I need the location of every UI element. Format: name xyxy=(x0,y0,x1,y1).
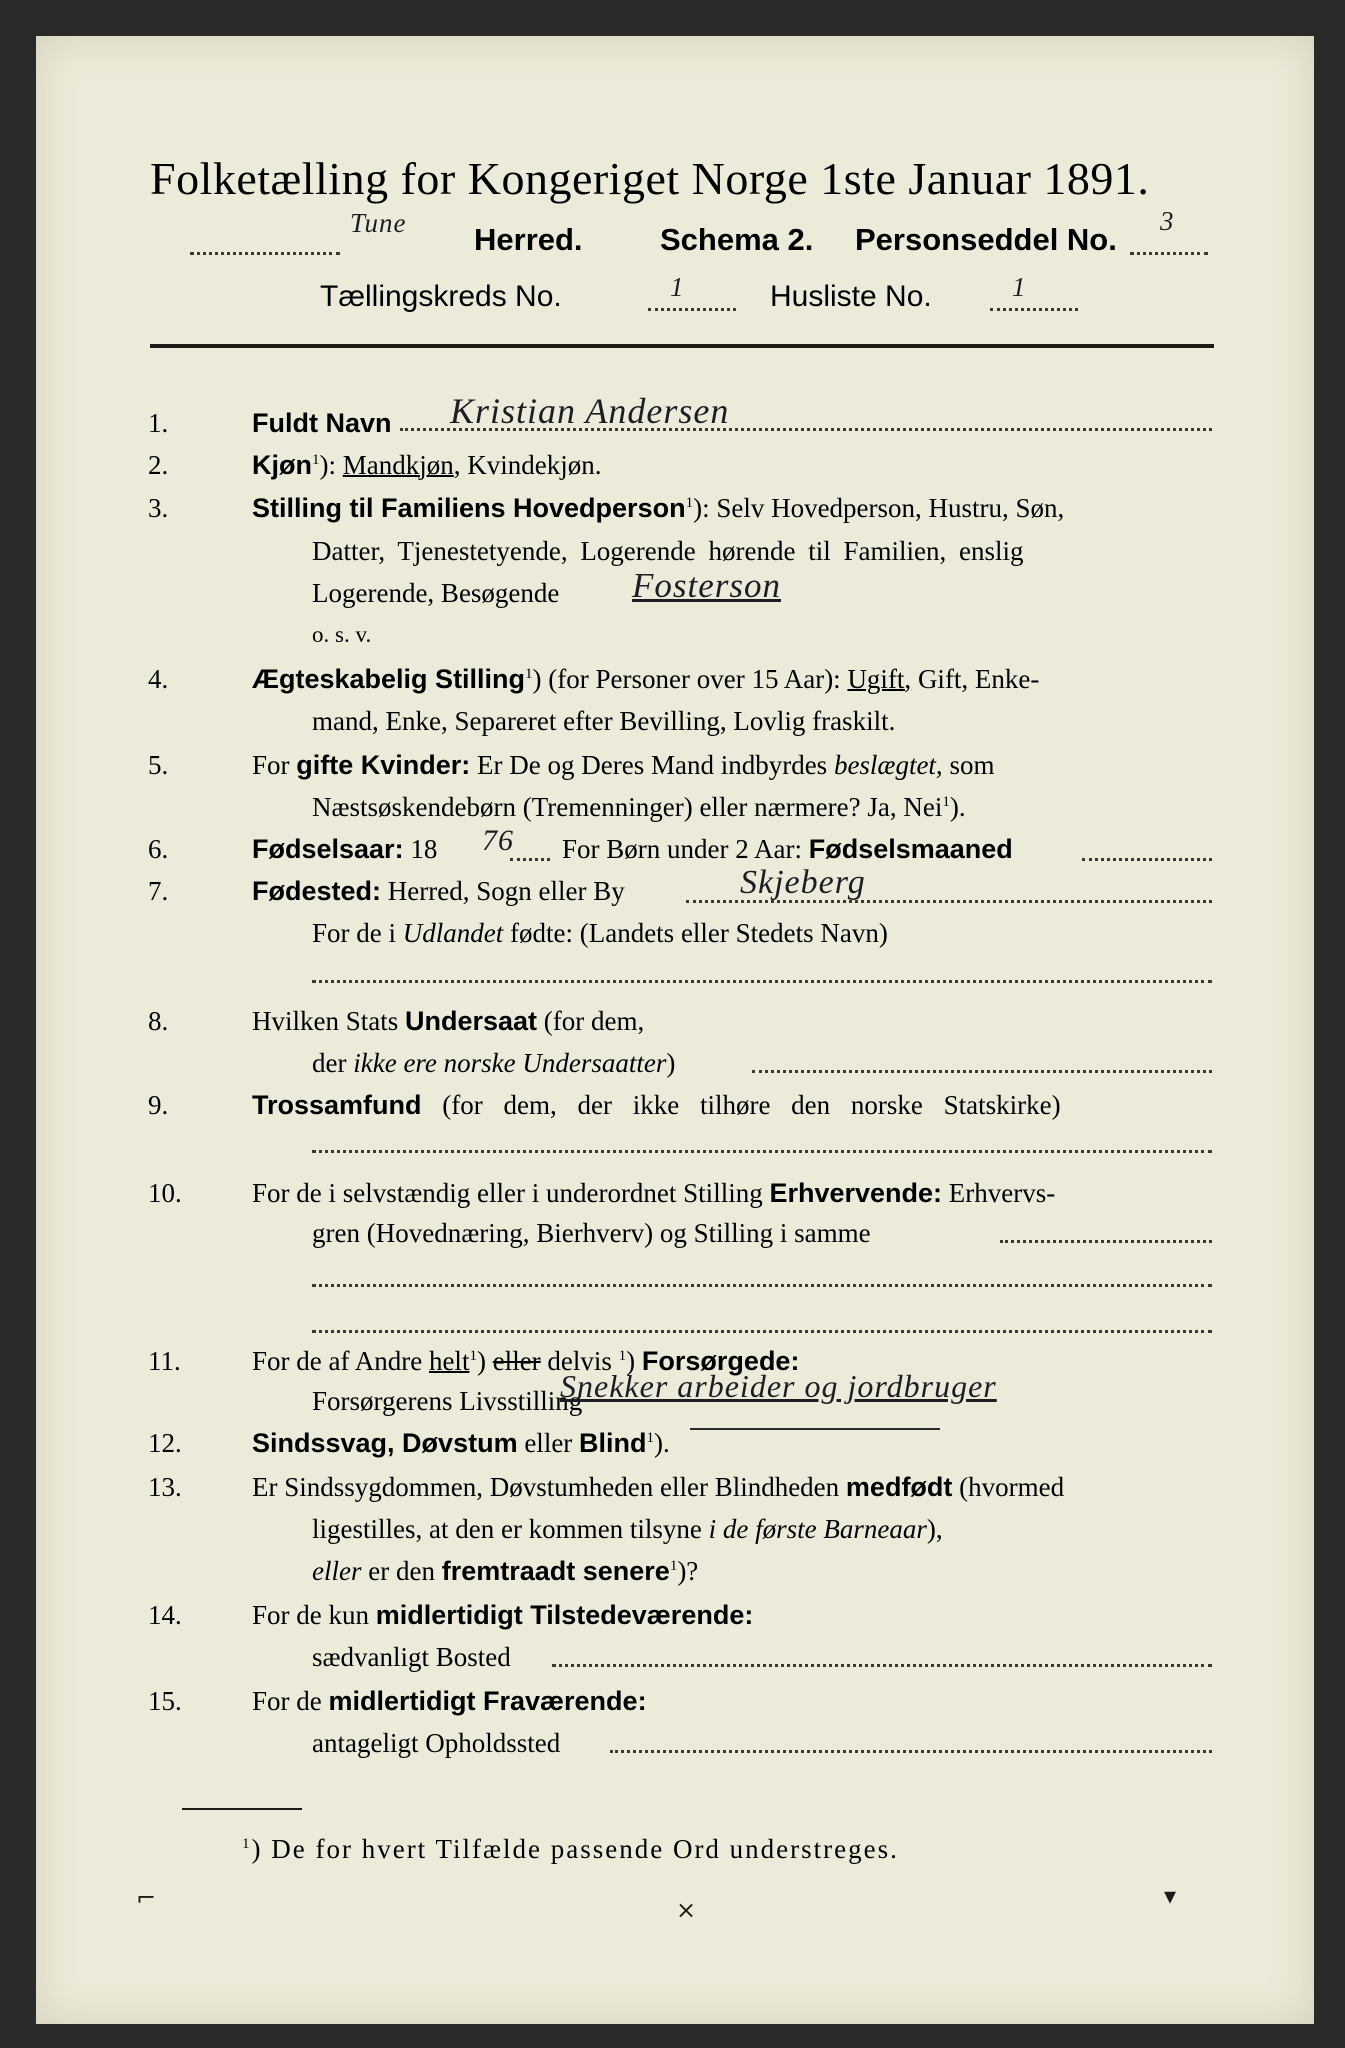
q8-line2-ital: ikke ere norske Undersaatter xyxy=(353,1048,667,1078)
q11-sup-1: 1 xyxy=(469,1348,477,1364)
q5-line2-text: Næstsøskendebørn (Tremenninger) eller nærmere? Ja, Nei xyxy=(312,792,943,822)
q15-label: midlertidigt Fraværende: xyxy=(328,1686,647,1716)
q6-answer: 76 xyxy=(482,824,514,857)
q9-dotted-line xyxy=(312,1150,1212,1153)
q13-label: medfødt xyxy=(845,1472,953,1502)
q7-abroad-dotted-line xyxy=(312,980,1212,983)
q7-line2-a: For de i xyxy=(312,918,403,948)
q6-label: Fødselsaar: xyxy=(252,834,404,864)
q1-answer: Kristian Andersen xyxy=(450,391,730,431)
q13-text-b: (hvormed xyxy=(952,1472,1065,1502)
q13-line3-b: )? xyxy=(677,1556,699,1586)
q7-line2 xyxy=(312,918,888,949)
q13-text-a: Er Sindssygdommen, Døvstumheden eller Blindheden xyxy=(252,1472,846,1502)
personseddel-label: Personseddel No. xyxy=(855,222,1117,257)
q10-dotted-line-1 xyxy=(1000,1240,1212,1243)
q5-label: gifte Kvinder: xyxy=(296,750,471,780)
q3-line4: o. s. v. xyxy=(312,622,372,647)
q5-line2-end: ). xyxy=(949,792,966,822)
q6-prefix: 18 xyxy=(403,834,438,864)
husliste-label: Husliste No. xyxy=(770,280,932,313)
q13-number: 13. xyxy=(148,1472,182,1502)
q11-text-a: For de af Andre xyxy=(252,1346,429,1376)
q7-dotted-line xyxy=(686,900,1212,903)
q6-label2: Fødselsmaaned xyxy=(808,834,1013,864)
herred-dotted-line xyxy=(190,252,340,255)
q6-text: For Børn under 2 Aar: xyxy=(562,834,809,864)
q3-line2: Datter, Tjenestetyende, Logerende hørende til Familien, enslig xyxy=(312,536,1024,566)
q3-line3: Logerende, Besøgende xyxy=(312,578,560,608)
q6-line-b xyxy=(562,834,1013,865)
herred-value: Tune xyxy=(350,208,407,238)
q13-line3 xyxy=(312,1556,698,1587)
q11-line1: For de af Andre helt$^1$) eller delvis $^1$) Forsørgede: xyxy=(252,1346,800,1376)
q13-line2-ital: i de første Barneaar xyxy=(708,1514,927,1544)
q15-line2: antageligt Opholdssted xyxy=(312,1728,561,1758)
q8-text-b: (for dem, xyxy=(537,1006,645,1036)
kreds-dotted-line xyxy=(648,308,736,311)
herred-label: Herred. xyxy=(474,222,583,257)
q6-number: 6. xyxy=(148,834,169,864)
q3-line1-text: ): Selv Hovedperson, Hustru, Søn, xyxy=(693,493,1065,523)
q5-text-b: Er De og Deres Mand indbyrdes xyxy=(470,750,834,780)
q6-line xyxy=(252,834,437,865)
q1-dotted-line xyxy=(400,428,1212,431)
q15-text-a: For de xyxy=(252,1686,329,1716)
q2-sup: 1 xyxy=(312,452,320,468)
q10-text-a: For de i selvstændig eller i underordnet Stilling xyxy=(252,1178,770,1208)
q5-line2 xyxy=(312,792,966,823)
form-title: Folketælling for Kongeriget Norge 1ste Januar 1891. xyxy=(150,153,1150,204)
q10-label: Erhvervende: xyxy=(769,1178,943,1208)
q5-number: 5. xyxy=(148,750,169,780)
q3-answer: Fosterson xyxy=(632,566,781,605)
q4-line2: mand, Enke, Separeret efter Bevilling, Lovlig fraskilt. xyxy=(312,706,896,736)
q9-line xyxy=(252,1090,1061,1121)
footnote-rule xyxy=(182,1808,302,1810)
q10-dotted-line-3 xyxy=(312,1330,1212,1333)
personseddel-value: 3 xyxy=(1160,206,1175,236)
q5-text-c: som xyxy=(942,750,995,780)
q1-number: 1. xyxy=(148,408,169,438)
q14-line1 xyxy=(252,1600,753,1631)
q7-answer: Skjeberg xyxy=(740,864,866,901)
q5-sup: 1 xyxy=(942,794,950,810)
q11-number: 11. xyxy=(148,1346,181,1376)
husliste-value: 1 xyxy=(1012,272,1027,302)
q15-number: 15. xyxy=(148,1686,182,1716)
q6-month-dotted-line xyxy=(1082,858,1212,861)
q3-number: 3. xyxy=(148,493,169,523)
q3-label: Stilling til Familiens Hovedperson xyxy=(252,493,686,523)
binding-mark-left: ⌐ xyxy=(136,1884,157,1912)
q12-number: 12. xyxy=(148,1428,182,1458)
q13-line3-a: er den xyxy=(361,1556,442,1586)
q10-number: 10. xyxy=(148,1178,182,1208)
q4-line1 xyxy=(252,664,1039,695)
q8-line1 xyxy=(252,1006,644,1037)
q10-line2: gren (Hovednæring, Bierhverv) og Stilling i samme xyxy=(312,1218,871,1248)
footnote-sup: 1 xyxy=(242,1836,252,1852)
q11-label: Forsørgede: xyxy=(641,1346,800,1376)
q1-label: Fuldt Navn xyxy=(252,408,392,438)
binding-mark-right: ▾ xyxy=(1164,1882,1177,1910)
q10-line1 xyxy=(252,1178,1055,1209)
q8-label: Undersaat xyxy=(405,1006,538,1036)
q8-dotted-line xyxy=(752,1070,1212,1073)
q10-dotted-line-2 xyxy=(312,1284,1212,1287)
q8-text-a: Hvilken Stats xyxy=(252,1006,405,1036)
q5-line1 xyxy=(252,750,994,781)
q2-text xyxy=(252,450,602,481)
schema-label: Schema 2. xyxy=(660,222,814,257)
q13-line2 xyxy=(312,1514,943,1545)
q7-text: Herred, Sogn eller By xyxy=(381,876,625,906)
q13-sup: 1 xyxy=(669,1558,678,1574)
q12-line xyxy=(252,1428,670,1459)
q4-text-a: ) (for Personer over 15 Aar): xyxy=(532,664,848,694)
q14-line2: sædvanligt Bosted xyxy=(312,1642,511,1672)
footnote xyxy=(242,1834,899,1865)
q2-label: Kjøn xyxy=(252,450,312,480)
kreds-value: 1 xyxy=(670,272,685,302)
kreds-label: Tællingskreds No. xyxy=(320,280,562,313)
q3-sup: 1 xyxy=(685,495,694,511)
q13-line3-ital: eller xyxy=(312,1556,362,1586)
q11-delvis: delvis xyxy=(540,1346,619,1376)
q2-text-b: , Kvindekjøn. xyxy=(453,450,602,480)
q4-option: Ugift, xyxy=(847,664,912,694)
binding-mark-center: ⨯ xyxy=(676,1896,697,1924)
q7-number: 7. xyxy=(148,876,169,906)
q4-number: 4. xyxy=(148,664,169,694)
q2-option-a: Mandkjøn xyxy=(342,450,454,480)
q10-text-b: Erhvervs- xyxy=(942,1178,1056,1208)
q4-sup: 1 xyxy=(525,666,533,682)
q14-number: 14. xyxy=(148,1600,182,1630)
q9-text: (for dem, der ikke tilhøre den norske Statskirke) xyxy=(421,1090,1061,1120)
husliste-dotted-line xyxy=(990,308,1078,311)
q13-line3-label: fremtraadt senere xyxy=(441,1556,670,1586)
q2-text-a: ): xyxy=(319,450,343,480)
q12-label: Sindssvag, Døvstum xyxy=(252,1428,518,1458)
q8-line2 xyxy=(312,1048,675,1079)
q5-text-a: For xyxy=(252,750,297,780)
q7-line1 xyxy=(252,876,625,907)
q12-stroke xyxy=(690,1428,940,1430)
q11-answer: Snekker arbeider og jordbruger xyxy=(560,1368,997,1404)
q7-line2-b: fødte: (Landets eller Stedets Navn) xyxy=(503,918,888,948)
q14-dotted-line xyxy=(552,1664,1212,1667)
q5-italic: beslægtet, xyxy=(833,750,943,780)
q14-label: midlertidigt Tilstedeværende: xyxy=(375,1600,754,1630)
q2-number: 2. xyxy=(148,450,169,480)
q9-label: Trossamfund xyxy=(252,1090,422,1120)
q12-text: eller xyxy=(517,1428,580,1458)
q8-line2-b: ) xyxy=(666,1048,676,1078)
q13-line2-a: ligestilles, at den er kommen tilsyne xyxy=(312,1514,709,1544)
q4-label: Ægteskabelig Stilling xyxy=(252,664,526,694)
footnote-text: ) De for hvert Tilfælde passende Ord understreges. xyxy=(251,1834,899,1864)
q8-line2-a: der xyxy=(312,1048,354,1078)
q15-dotted-line xyxy=(610,1750,1212,1753)
q7-label: Fødested: xyxy=(252,876,382,906)
q11-helt: helt xyxy=(428,1346,470,1376)
q11-sup-2: 1 xyxy=(618,1348,627,1364)
q3-line1 xyxy=(252,493,1212,524)
q13-line2-b: ), xyxy=(926,1514,943,1544)
census-form-sheet xyxy=(36,36,1314,2024)
q12-label2: Blind xyxy=(579,1428,647,1458)
q12-sup: 1 xyxy=(646,1430,655,1446)
q11-line2: Forsørgerens Livsstilling xyxy=(312,1386,583,1416)
header-rule xyxy=(150,344,1214,348)
q4-text-b: Gift, Enke- xyxy=(911,664,1040,694)
q9-number: 9. xyxy=(148,1090,169,1120)
q7-line2-ital: Udlandet xyxy=(402,918,504,948)
q12-end: ). xyxy=(654,1428,670,1458)
q6-year-dotted-line xyxy=(510,858,550,861)
q15-line1 xyxy=(252,1686,647,1717)
q8-number: 8. xyxy=(148,1006,169,1036)
q11-eller: eller xyxy=(492,1346,541,1376)
q13-line1 xyxy=(252,1472,1064,1503)
personseddel-dotted-line xyxy=(1130,252,1208,255)
q14-text-a: For de kun xyxy=(252,1600,376,1630)
